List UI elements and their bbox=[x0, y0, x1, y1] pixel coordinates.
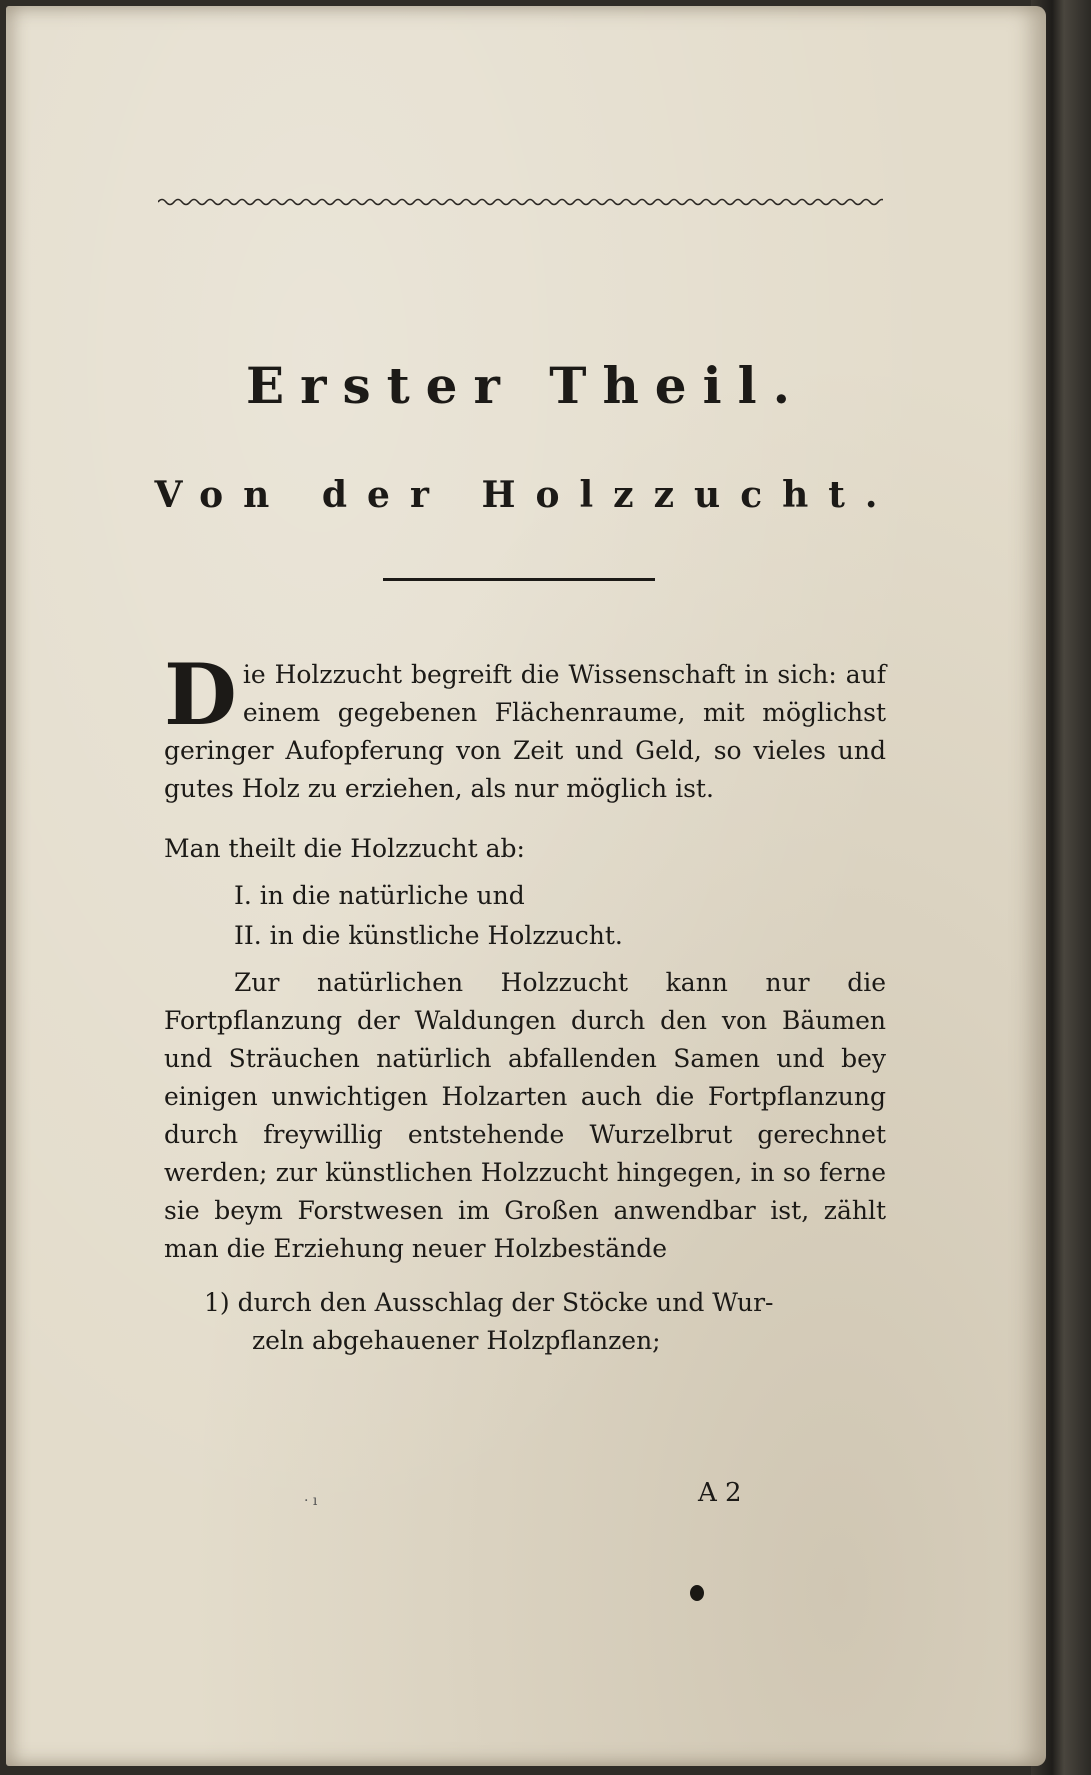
chapter-subtitle: Von der Holzzucht. bbox=[154, 474, 898, 516]
division-list bbox=[234, 876, 886, 956]
numbered-item-1 bbox=[204, 1284, 886, 1360]
body-text bbox=[164, 645, 886, 1360]
intro-line: Man theilt die Holzzucht ab: bbox=[164, 834, 525, 863]
lead-paragraph bbox=[164, 645, 886, 808]
signature-mark: A 2 bbox=[698, 1478, 742, 1508]
stray-ink-mark: · ı bbox=[304, 1493, 318, 1509]
main-paragraph: Zur natürlichen Holzzucht kann nur die Fortpflanzung der Waldungen durch den von Bäumen und Sträuchen natürlich abfallenden Samen und bey einigen unwichtigen Holzarten auch die Fortpflanzung durch freywillig entstehende Wurzelbrut gerechnet werden; zur künstlichen Holzzucht hingegen, in so ferne sie beym Forstwesen im Großen anwendbar ist, zählt man die Erziehung neuer Holzbestände bbox=[164, 968, 886, 1263]
item-number: 1) bbox=[204, 1288, 230, 1317]
item-text-line2: zeln abgehauener Holzpflanzen; bbox=[252, 1326, 661, 1355]
lead-text: ie Holzzucht begreift die Wissenschaft in sich: auf einem gegebenen Flächenraume, mit möglichst geringer Aufopferung von Zeit und Geld, so vieles und gutes Holz zu erziehen, als nur möglich ist. bbox=[164, 660, 886, 803]
division-item: II. in die künstliche Holzzucht. bbox=[234, 921, 623, 950]
drop-cap: D bbox=[164, 645, 237, 744]
decorative-wavy-rule bbox=[158, 196, 883, 208]
title-divider bbox=[383, 578, 655, 581]
division-item: I. in die natürliche und bbox=[234, 881, 525, 910]
item-text-line1: durch den Ausschlag der Stöcke und Wur- bbox=[237, 1288, 774, 1317]
paper-hole bbox=[690, 1585, 704, 1601]
chapter-title: Erster Theil. bbox=[245, 356, 807, 415]
page-sheet bbox=[6, 6, 1046, 1766]
